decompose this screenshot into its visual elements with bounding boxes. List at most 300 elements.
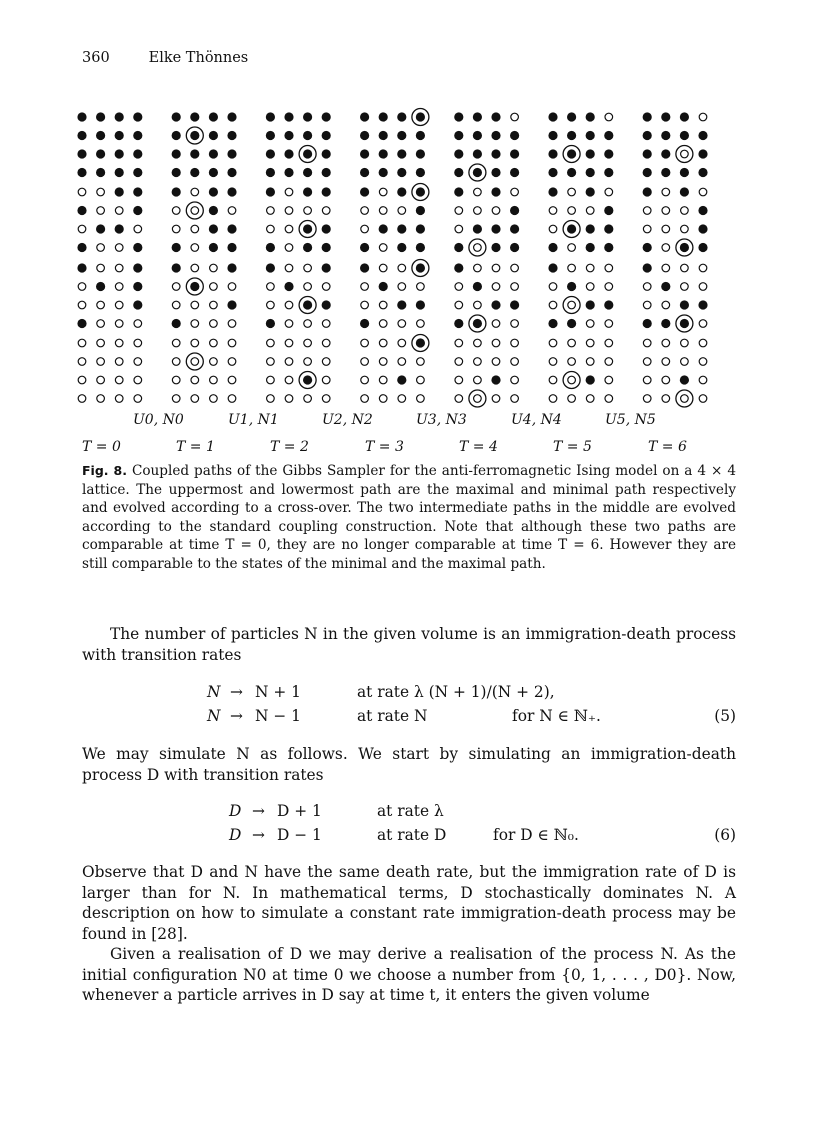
spin-empty [643, 376, 651, 384]
spin-filled [698, 224, 707, 233]
spin-filled [548, 149, 557, 158]
spin-filled [397, 187, 406, 196]
spin-filled [397, 131, 406, 140]
spin-filled [643, 168, 652, 177]
spin-filled [548, 112, 557, 121]
spin-empty [267, 207, 275, 215]
spin-empty [662, 358, 670, 366]
spin-filled [680, 187, 689, 196]
spin-empty [511, 283, 519, 291]
spin-filled [567, 112, 576, 121]
spin-filled [643, 319, 652, 328]
spin-filled [133, 206, 142, 215]
spin-empty [267, 395, 275, 403]
spin-empty [78, 339, 86, 347]
running-author: Elke Thönnes [148, 50, 249, 66]
spin-empty [191, 264, 199, 272]
spin-filled [322, 263, 331, 272]
spin-empty [361, 225, 369, 233]
spin-filled [397, 375, 406, 384]
spin-empty [474, 301, 482, 309]
eq6-row2-lhs: D [229, 826, 242, 844]
spin-empty [549, 339, 557, 347]
spin-filled [322, 168, 331, 177]
spin-filled [604, 149, 613, 158]
spin-empty [549, 207, 557, 215]
spin-empty [398, 283, 406, 291]
spin-filled [586, 131, 595, 140]
spin-empty [97, 358, 105, 366]
spin-empty [285, 395, 293, 403]
spin-filled [510, 224, 519, 233]
spin-empty [474, 244, 482, 252]
spin-empty [681, 225, 689, 233]
spin-empty [134, 225, 142, 233]
spin-filled [77, 131, 86, 140]
spin-filled [77, 319, 86, 328]
spin-empty [285, 225, 293, 233]
spin-empty [568, 244, 576, 252]
spin-filled [397, 300, 406, 309]
spin-empty [228, 320, 236, 328]
spin-filled [172, 263, 181, 272]
paragraph-1: The number of particles N in the given volume is an immigration-death process with transition rates [82, 625, 736, 664]
spin-filled [303, 112, 312, 121]
spin-empty [549, 395, 557, 403]
spin-empty [681, 207, 689, 215]
ising-lattice-figure [0, 0, 816, 460]
spin-filled [227, 300, 236, 309]
spin-filled [209, 168, 218, 177]
spin-filled [643, 112, 652, 121]
spin-filled [680, 300, 689, 309]
spin-empty [172, 358, 180, 366]
spin-empty [586, 395, 594, 403]
spin-filled [643, 187, 652, 196]
spin-empty [97, 339, 105, 347]
spin-filled [548, 168, 557, 177]
spin-empty [662, 207, 670, 215]
spin-empty [417, 376, 425, 384]
spin-filled [698, 206, 707, 215]
between-label: U1, N1 [228, 412, 279, 428]
spin-filled [491, 131, 500, 140]
spin-empty [474, 358, 482, 366]
spin-empty [662, 376, 670, 384]
spin-filled [322, 243, 331, 252]
spin-empty [285, 339, 293, 347]
spin-filled [397, 112, 406, 121]
spin-empty [210, 358, 218, 366]
spin-filled [77, 112, 86, 121]
spin-empty [474, 339, 482, 347]
spin-empty [605, 395, 613, 403]
spin-empty [210, 395, 218, 403]
spin-empty [398, 207, 406, 215]
spin-empty [379, 264, 387, 272]
spin-empty [115, 207, 123, 215]
eq5-row1-rate: at rate λ (N + 1)/(N + 2), [357, 683, 555, 701]
spin-filled [284, 149, 293, 158]
spin-empty [228, 358, 236, 366]
eq6-row1-lhs: D [229, 802, 242, 820]
spin-filled [360, 263, 369, 272]
spin-filled [491, 149, 500, 158]
spin-filled [96, 168, 105, 177]
spin-empty [417, 283, 425, 291]
spin-filled [172, 168, 181, 177]
spin-empty [361, 207, 369, 215]
spin-filled [698, 243, 707, 252]
spin-empty [379, 301, 387, 309]
spin-filled [190, 112, 199, 121]
spin-filled [303, 300, 312, 309]
spin-filled [190, 168, 199, 177]
spin-empty [681, 358, 689, 366]
spin-filled [303, 375, 312, 384]
spin-empty [417, 320, 425, 328]
spin-filled [680, 243, 689, 252]
spin-filled [96, 149, 105, 158]
spin-empty [699, 358, 707, 366]
caption-label: Fig. 8. [82, 463, 127, 478]
spin-empty [662, 395, 670, 403]
spin-filled [567, 224, 576, 233]
page-number: 360 [82, 50, 110, 66]
spin-empty [492, 283, 500, 291]
spin-empty [643, 395, 651, 403]
spin-empty [398, 395, 406, 403]
eq5-row2-rhs: N − 1 [255, 707, 301, 725]
spin-filled [567, 168, 576, 177]
spin-filled [586, 112, 595, 121]
spin-empty [191, 225, 199, 233]
spin-empty [568, 358, 576, 366]
spin-filled [473, 112, 482, 121]
spin-filled [510, 243, 519, 252]
spin-empty [78, 301, 86, 309]
spin-empty [228, 283, 236, 291]
between-label: U4, N4 [511, 412, 562, 428]
spin-filled [680, 375, 689, 384]
spin-filled [133, 263, 142, 272]
spin-empty [379, 358, 387, 366]
spin-empty [267, 283, 275, 291]
spin-filled [454, 263, 463, 272]
spin-empty [586, 320, 594, 328]
spin-empty [267, 376, 275, 384]
spin-empty [191, 395, 199, 403]
spin-empty [322, 320, 330, 328]
spin-empty [285, 358, 293, 366]
spin-filled [454, 187, 463, 196]
spin-empty [285, 264, 293, 272]
spin-filled [567, 319, 576, 328]
spin-filled [133, 300, 142, 309]
spin-filled [303, 131, 312, 140]
spin-filled [77, 243, 86, 252]
spin-empty [681, 339, 689, 347]
spin-filled [303, 243, 312, 252]
spin-empty [322, 376, 330, 384]
spin-filled [567, 131, 576, 140]
spin-filled [284, 112, 293, 121]
spin-filled [491, 224, 500, 233]
spin-empty [361, 358, 369, 366]
spin-empty [474, 376, 482, 384]
spin-filled [586, 224, 595, 233]
caption-text: Coupled paths of the Gibbs Sampler for the anti-ferromagnetic Ising model on a 4 × 4 lattice. The uppermost and lowermost path are the maximal and minimal path respectively and evolved according to a cross-over. The two intermediate paths in the middle are evolved according to the standard coupling construction. Note that although these two paths are comparable at time T = 0, they are no longer comparable at time T = 6. However they are still comparable to the states of the minimal and the maximal path. [82, 463, 736, 572]
spin-empty [78, 395, 86, 403]
spin-empty [285, 320, 293, 328]
spin-filled [303, 187, 312, 196]
spin-empty [361, 301, 369, 309]
spin-empty [474, 264, 482, 272]
eq6-row1-rate: at rate λ [377, 802, 444, 820]
spin-filled [661, 319, 670, 328]
spin-empty [455, 376, 463, 384]
eq5-row2-rate: at rate N [357, 707, 428, 725]
spin-empty [605, 376, 613, 384]
spin-filled [266, 168, 275, 177]
spin-filled [133, 168, 142, 177]
spin-filled [416, 224, 425, 233]
spin-filled [172, 319, 181, 328]
spin-empty [568, 207, 576, 215]
spin-empty [662, 301, 670, 309]
spin-empty [304, 339, 312, 347]
spin-filled [266, 319, 275, 328]
figure-caption [82, 462, 736, 574]
spin-empty [304, 264, 312, 272]
spin-filled [266, 112, 275, 121]
spin-filled [172, 149, 181, 158]
spin-empty [228, 339, 236, 347]
spin-empty [417, 358, 425, 366]
spin-filled [416, 243, 425, 252]
spin-empty [191, 244, 199, 252]
spin-empty [455, 283, 463, 291]
spin-filled [190, 131, 199, 140]
spin-empty [97, 301, 105, 309]
spin-filled [567, 282, 576, 291]
spin-empty [191, 339, 199, 347]
spin-filled [510, 206, 519, 215]
time-label: T = 6 [648, 439, 687, 455]
eq5-row2-lhs: N [207, 707, 221, 725]
spin-filled [604, 300, 613, 309]
spin-empty [474, 188, 482, 196]
spin-filled [190, 149, 199, 158]
time-label: T = 3 [365, 439, 404, 455]
spin-filled [115, 187, 124, 196]
spin-filled [209, 206, 218, 215]
spin-empty [115, 358, 123, 366]
spin-empty [210, 283, 218, 291]
spin-empty [586, 283, 594, 291]
spin-empty [78, 358, 86, 366]
spin-empty [285, 207, 293, 215]
spin-filled [416, 187, 425, 196]
spin-filled [416, 300, 425, 309]
spin-filled [379, 282, 388, 291]
spin-filled [360, 131, 369, 140]
spin-empty [379, 244, 387, 252]
spin-empty [210, 320, 218, 328]
spin-filled [510, 149, 519, 158]
spin-empty [322, 339, 330, 347]
spin-empty [134, 339, 142, 347]
spin-empty [322, 395, 330, 403]
spin-filled [115, 149, 124, 158]
time-label: T = 0 [82, 439, 121, 455]
spin-empty [97, 188, 105, 196]
spin-filled [604, 168, 613, 177]
spin-empty [78, 376, 86, 384]
spin-filled [322, 300, 331, 309]
spin-filled [360, 319, 369, 328]
spin-empty [115, 301, 123, 309]
spin-empty [492, 339, 500, 347]
spin-filled [604, 131, 613, 140]
eq5-row2-arrow: → [230, 707, 243, 725]
spin-filled [548, 131, 557, 140]
spin-empty [322, 207, 330, 215]
spin-empty [267, 358, 275, 366]
spin-filled [454, 319, 463, 328]
paragraph-2: We may simulate N as follows. We start by simulating an immigration-death process D with transition rates [82, 745, 736, 784]
spin-empty [134, 376, 142, 384]
spin-filled [227, 131, 236, 140]
spin-filled [190, 282, 199, 291]
spin-filled [680, 168, 689, 177]
eq6-row2-arrow: → [252, 826, 265, 844]
spin-filled [548, 319, 557, 328]
spin-filled [548, 243, 557, 252]
spin-filled [586, 149, 595, 158]
spin-filled [473, 149, 482, 158]
spin-filled [227, 263, 236, 272]
spin-empty [699, 188, 707, 196]
spin-filled [698, 300, 707, 309]
eq5-row1-rhs: N + 1 [255, 683, 301, 701]
spin-filled [172, 131, 181, 140]
paragraph-4: Given a realisation of D we may derive a realisation of the process N. As the initial configuration N0 at time 0 we choose a number from {0, 1, . . . , D0}. Now, whenever a particle arrives in D say at time t, it enters the given volume [82, 945, 736, 1004]
spin-empty [549, 301, 557, 309]
spin-filled [643, 149, 652, 158]
spin-empty [474, 395, 482, 403]
spin-filled [491, 375, 500, 384]
spin-empty [492, 320, 500, 328]
spin-filled [680, 319, 689, 328]
spin-empty [78, 225, 86, 233]
updated-site-ring [676, 390, 693, 407]
spin-filled [661, 149, 670, 158]
spin-filled [172, 112, 181, 121]
spin-filled [698, 149, 707, 158]
between-label: U3, N3 [416, 412, 467, 428]
spin-empty [492, 207, 500, 215]
spin-empty [455, 339, 463, 347]
spin-empty [492, 395, 500, 403]
spin-empty [699, 376, 707, 384]
spin-empty [210, 339, 218, 347]
spin-empty [511, 320, 519, 328]
spin-filled [77, 168, 86, 177]
spin-filled [379, 149, 388, 158]
spin-filled [643, 243, 652, 252]
spin-filled [303, 224, 312, 233]
spin-empty [379, 339, 387, 347]
spin-empty [228, 376, 236, 384]
spin-empty [97, 376, 105, 384]
spin-filled [416, 131, 425, 140]
spin-empty [586, 339, 594, 347]
spin-filled [473, 224, 482, 233]
spin-empty [267, 301, 275, 309]
spin-filled [115, 112, 124, 121]
spin-filled [266, 243, 275, 252]
spin-empty [699, 339, 707, 347]
spin-filled [209, 187, 218, 196]
spin-filled [379, 224, 388, 233]
spin-empty [191, 188, 199, 196]
spin-filled [548, 187, 557, 196]
spin-empty [379, 395, 387, 403]
spin-empty [172, 301, 180, 309]
spin-empty [322, 283, 330, 291]
spin-empty [115, 244, 123, 252]
spin-empty [210, 376, 218, 384]
spin-empty [361, 283, 369, 291]
spin-filled [586, 243, 595, 252]
spin-filled [491, 168, 500, 177]
spin-filled [303, 168, 312, 177]
spin-empty [134, 320, 142, 328]
spin-empty [304, 358, 312, 366]
spin-filled [604, 206, 613, 215]
spin-empty [662, 225, 670, 233]
spin-empty [379, 207, 387, 215]
spin-filled [77, 263, 86, 272]
spin-filled [360, 149, 369, 158]
updated-site-ring [186, 202, 203, 219]
time-label: T = 5 [553, 439, 592, 455]
spin-empty [398, 339, 406, 347]
spin-filled [473, 168, 482, 177]
spin-filled [661, 168, 670, 177]
spin-empty [97, 244, 105, 252]
spin-empty [115, 395, 123, 403]
spin-empty [568, 376, 576, 384]
spin-filled [227, 168, 236, 177]
spin-filled [379, 168, 388, 177]
spin-empty [511, 339, 519, 347]
spin-filled [209, 224, 218, 233]
spin-empty [134, 395, 142, 403]
spin-empty [304, 395, 312, 403]
spin-filled [209, 149, 218, 158]
spin-empty [568, 395, 576, 403]
spin-empty [455, 358, 463, 366]
spin-empty [172, 283, 180, 291]
spin-empty [267, 225, 275, 233]
spin-empty [605, 339, 613, 347]
spin-empty [699, 283, 707, 291]
spin-filled [586, 375, 595, 384]
spin-empty [643, 301, 651, 309]
spin-filled [284, 168, 293, 177]
